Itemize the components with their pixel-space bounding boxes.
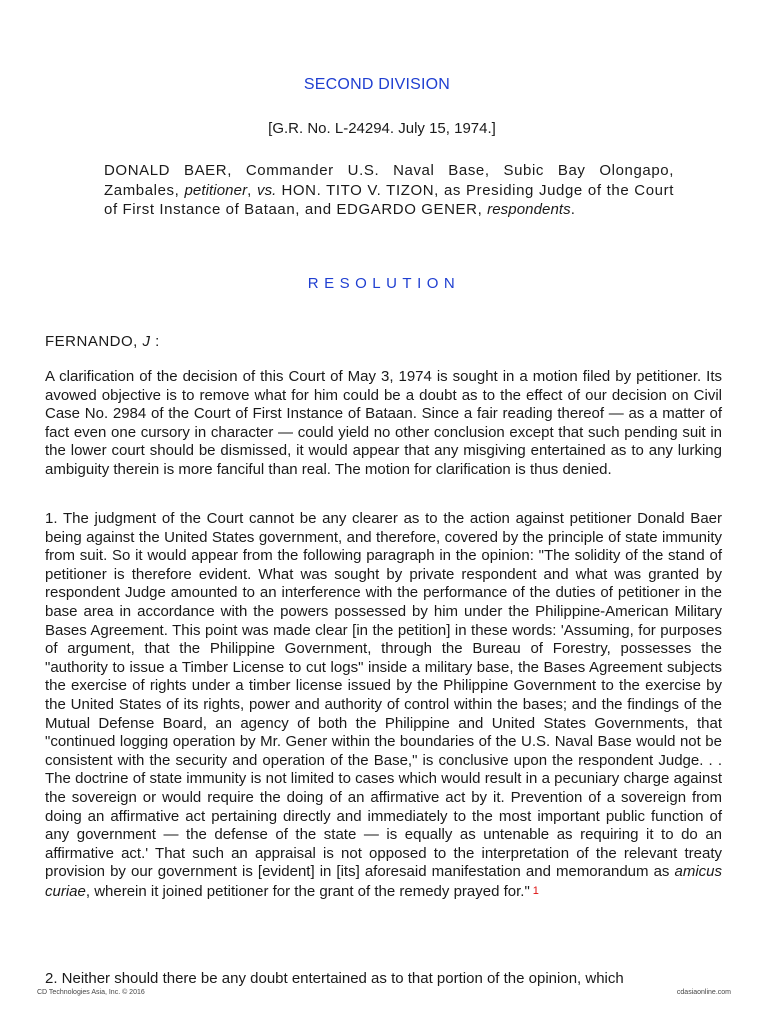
case-number: [G.R. No. L-24294. July 15, 1974.]: [268, 120, 496, 137]
paragraph-2: [45, 510, 722, 901]
footer-site: cdasiaonline.com: [676, 989, 731, 996]
ponente-name: FERNANDO,: [45, 333, 143, 350]
paragraph-2-text: 1. The judgment of the Court cannot be any clearer as to the action against petitioner Donald Baer being against the United States government, and therefore, covered by the principle of state immunity from suit. So it would appear from the following paragraph in the opinion: "The solidity of the stand of petitioner is therefore evident. What was sought by private respondent and what was granted by respondent Judge amounted to an interference with the performance of the duties of petitioner in the base area in accordance with the powers possessed by him under the Philippine-American Military Bases Agreement. This point was made clear [in the petition] in these words: 'Assuming, for purposes of argument, that the Philippine Government, through the Bureau of Forestry, possesses the "authority to issue a Timber License to cut logs" inside a military base, the Bases Agreement subjects the exercise of rights under a timber license issued by the Philippine Government to the exercise by the United States of its rights, power and authority of control within the bases; and the findings of the Mutual Defense Board, an agency of both the Philippine and United States Governments, that "continued logging operation by Mr. Gener within the boundaries of the U.S. Naval Base would not be consistent with the security and operation of the Base," is conclusive upon the respondent Judge. . . The doctrine of state immunity is not limited to cases which would result in a pecuniary charge against the sovereign or would require the doing of an affirmative act by it. Prevention of a sovereign from doing an affirmative act pertaining directly and immediately to the most important public function of any government — the defense of the state — is equally as untenable as requiring it to do an affirmative act.' That such an appraisal is not opposed to the interpretation of the relevant treaty provision by our government is [evident] in [its] aforesaid manifestation and memorandum as: [45, 510, 722, 881]
versus-label: vs.: [256, 181, 277, 199]
petitioner-label: petitioner: [184, 181, 248, 199]
case-parties: [104, 161, 674, 220]
ponente: [45, 333, 160, 350]
parties-text-2: HON. TITO V. TIZON, as Presiding Judge of the Court of First Instance of Bataan, and EDGARDO GENER,: [104, 181, 674, 218]
respondents-label: respondents: [487, 201, 571, 218]
footer-copyright: CD Technologies Asia, Inc. © 2016: [37, 989, 145, 996]
parties-end: .: [570, 201, 576, 218]
paragraph-2-end: , wherein it joined petitioner for the grant of the remedy prayed for.": [85, 882, 530, 900]
paragraph-3: 2. Neither should there be any doubt entertained as to that portion of the opinion, which: [45, 970, 624, 987]
footnote-link[interactable]: 1: [532, 884, 539, 897]
parties-text-1: DONALD BAER, Commander U.S. Naval Base, Subic Bay Olongapo, Zambales,: [104, 162, 674, 199]
ponente-suffix: J: [142, 333, 151, 350]
parties-separator: ,: [247, 181, 257, 199]
resolution-title: RESOLUTION: [307, 275, 461, 292]
paragraph-1: A clarification of the decision of this Court of May 3, 1974 is sought in a motion filed by petitioner. Its avowed objective is to remove what for him could be a doubt as to the effect of our decision on Civil Case No. 2984 of the Court of First Instance of Bataan. Since a fair reading thereof — as a matter of fact even one cursory in character — could yield no other conclusion except that such pending suit in the lower court should be dismissed, it would appear that any misgiving entertained as to any lurking ambiguity therein is more fanciful than real. The motion for clarification is thus denied.: [45, 368, 722, 478]
amicus-curiae-term: amicus curiae: [45, 863, 722, 900]
division-heading: SECOND DIVISION: [303, 76, 451, 93]
ponente-colon: :: [150, 333, 160, 350]
